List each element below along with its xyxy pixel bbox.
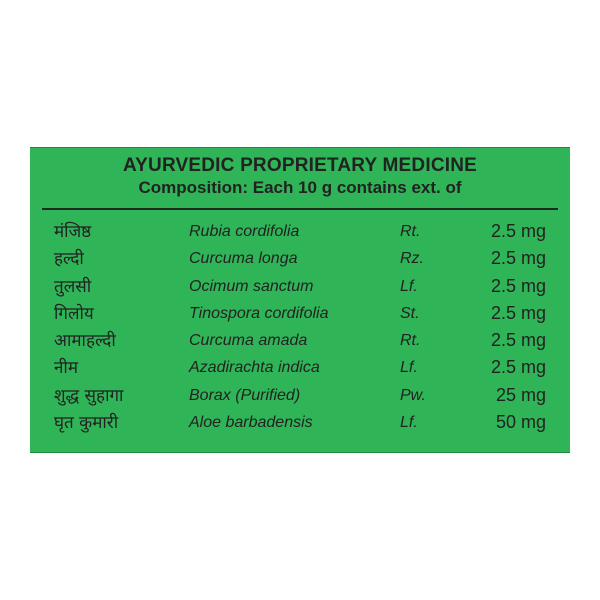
ingredient-row: [30, 384, 570, 411]
ingredient-row: [30, 302, 570, 329]
ingredient-plant-part: Lf.: [400, 414, 418, 432]
ingredient-hindi-name: शुद्ध सुहागा: [54, 385, 124, 406]
ingredient-botanical-name: Ocimum sanctum: [189, 277, 314, 295]
ingredient-botanical-name: Curcuma longa: [189, 250, 298, 268]
ingredient-quantity: 2.5 mg: [490, 248, 546, 269]
ingredient-plant-part: Lf.: [400, 359, 418, 377]
ingredient-row: [30, 275, 570, 302]
ingredient-plant-part: Rt.: [400, 223, 421, 240]
ingredient-botanical-name: Rubia cordifolia: [189, 223, 300, 240]
ingredient-hindi-name: हल्दी: [54, 249, 84, 270]
ingredient-quantity: 50 mg: [495, 412, 546, 433]
label-title: AYURVEDIC PROPRIETARY MEDICINE: [122, 155, 478, 176]
label-subtitle: Composition: Each 10 g contains ext. of: [138, 178, 462, 197]
ingredient-row: [30, 220, 570, 247]
ingredient-quantity: 2.5 mg: [490, 275, 546, 296]
ingredient-hindi-name: मंजिष्ठ: [54, 222, 92, 242]
ingredient-plant-part: Lf.: [400, 277, 418, 295]
ingredient-row: [30, 411, 570, 438]
ingredient-botanical-name: Aloe barbadensis: [189, 414, 313, 432]
header-divider: [42, 208, 558, 210]
ingredient-plant-part: Rt.: [400, 332, 421, 350]
ingredient-botanical-name: Borax (Purified): [189, 386, 301, 404]
ingredient-quantity: 25 mg: [495, 384, 546, 405]
ingredient-quantity: 2.5 mg: [490, 330, 546, 351]
ingredient-quantity: 2.5 mg: [490, 221, 546, 241]
ingredient-row: [30, 329, 570, 356]
ingredient-botanical-name: Curcuma amada: [189, 332, 308, 350]
ingredient-plant-part: St.: [400, 304, 420, 322]
ingredient-list: [30, 220, 570, 438]
ingredient-plant-part: Pw.: [400, 386, 426, 404]
ingredient-botanical-name: Tinospora cordifolia: [189, 304, 329, 322]
ingredient-hindi-name: तुलसी: [54, 276, 92, 297]
ingredient-row: [30, 247, 570, 274]
ingredient-row: [30, 356, 570, 383]
ingredient-hindi-name: नीम: [54, 358, 79, 379]
ingredient-botanical-name: Azadirachta indica: [189, 359, 320, 377]
ingredient-quantity: 2.5 mg: [490, 302, 546, 323]
ingredient-hindi-name: गिलोय: [54, 303, 94, 324]
ingredient-quantity: 2.5 mg: [490, 357, 546, 378]
ingredient-plant-part: Rz.: [400, 250, 424, 268]
composition-label-panel: [30, 147, 570, 453]
ingredient-hindi-name: घृत कुमारी: [54, 413, 119, 434]
ingredient-hindi-name: आमाहल्दी: [54, 331, 116, 352]
